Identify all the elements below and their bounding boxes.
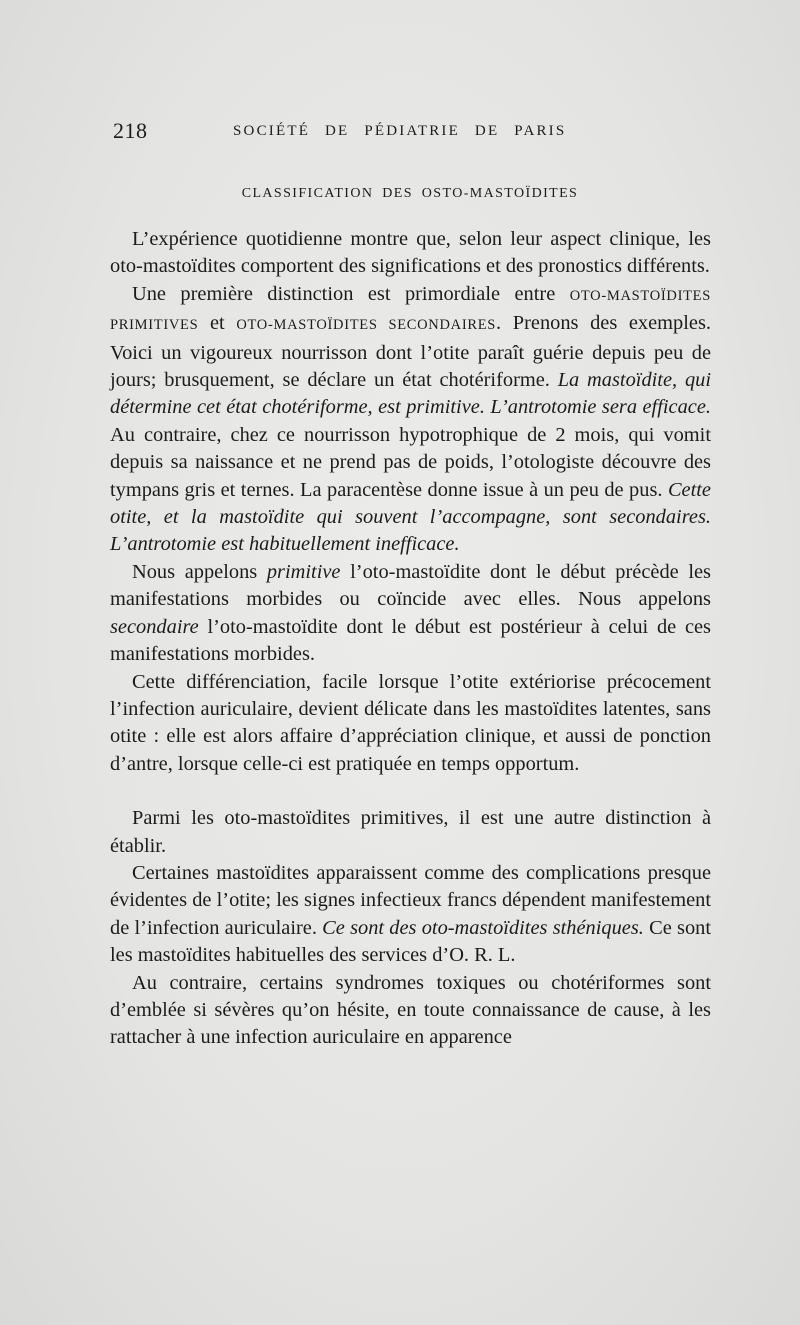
paragraph-4: Cette différenciation, facile lorsque l’otite extériorise précocement l’infection auriculaire, devient délicate dans les mastoïdites latentes, sans otite : elle est alors affaire d’appréciation clinique, et aussi de ponction d’antre, lorsque celle-ci est pratiquée en temps opportum. xyxy=(110,670,711,775)
running-head: SOCIÉTÉ DE PÉDIATRIE DE PARIS xyxy=(233,123,567,139)
text-run: Ce sont les mastoïdites habituelles des services d’O. R. L. xyxy=(110,916,711,967)
paragraph-3 xyxy=(110,559,711,669)
paragraph-7: Au contraire, certains syndromes toxiques ou chotériformes sont d’emblée si sévères qu’on hésite, en toute connaissance de cause, à les rattacher à une infection auriculaire en apparence xyxy=(110,971,711,1049)
paragraph-6 xyxy=(110,860,711,970)
text-run: Une première distinction est primordiale entre xyxy=(132,282,570,305)
paragraph-2 xyxy=(110,281,711,559)
text-run: l’oto-mastoïdite dont le début est postérieur à celui de ces manifestations morbides. xyxy=(110,615,711,666)
page-header xyxy=(113,118,713,148)
text-run: Au contraire, chez ce nourrisson hypotrophique de 2 mois, qui vomit depuis sa naissance et ne prend pas de poids, l’otologiste découvre des tympans gris et ternes. La paracentèse donne issue à un peu de pus. xyxy=(110,423,711,501)
text-run: et xyxy=(198,312,237,335)
text-run: l’oto-mastoïdite dont le début précède les manifestations morbides ou coïncide avec elles. Nous appelons xyxy=(110,560,711,611)
small-caps-term: OTO-MASTOÏDITES SECONDAIRES xyxy=(236,317,497,334)
body-text xyxy=(110,226,711,1052)
text-run: . Prenons des exemples. Voici un vigoureux nourrisson dont l’otite paraît guérie depuis peu de jours; brusquement, se déclare un état chotériforme. xyxy=(110,312,711,392)
paragraph-1: L’expérience quotidienne montre que, selon leur aspect clinique, les oto-mastoïdites comportent des significations et des pronostics différents. xyxy=(110,228,711,278)
text-run: Certaines mastoïdites apparaissent comme des complications presque évidentes de l’otite; les signes infectieux francs dépendent manifestement de l’infection auriculaire. xyxy=(110,861,711,939)
small-caps-term: OTO-MASTOÏDITES PRIMITIVES xyxy=(110,287,711,334)
italic-run: Ce sont des oto-mastoïdites sthéniques. xyxy=(322,916,644,939)
italic-run: Cette otite, et la mastoïdite qui souvent l’accompagne, sont secondaires. L’antrotomie est habituellement inefficace. xyxy=(110,478,711,556)
text-run: Nous appelons xyxy=(132,560,267,583)
section-title: CLASSIFICATION DES OSTO-MASTOÏDITES xyxy=(241,186,579,201)
italic-run: La mastoïdite, qui détermine cet état chotériforme, est primitive. L’antrotomie sera efficace. xyxy=(110,369,711,419)
italic-run: secondaire xyxy=(110,615,199,638)
italic-run: primitive xyxy=(266,560,341,583)
page-number: 218 xyxy=(113,118,148,143)
paragraph-5: Parmi les oto-mastoïdites primitives, il est une autre distinction à établir. xyxy=(110,807,711,857)
